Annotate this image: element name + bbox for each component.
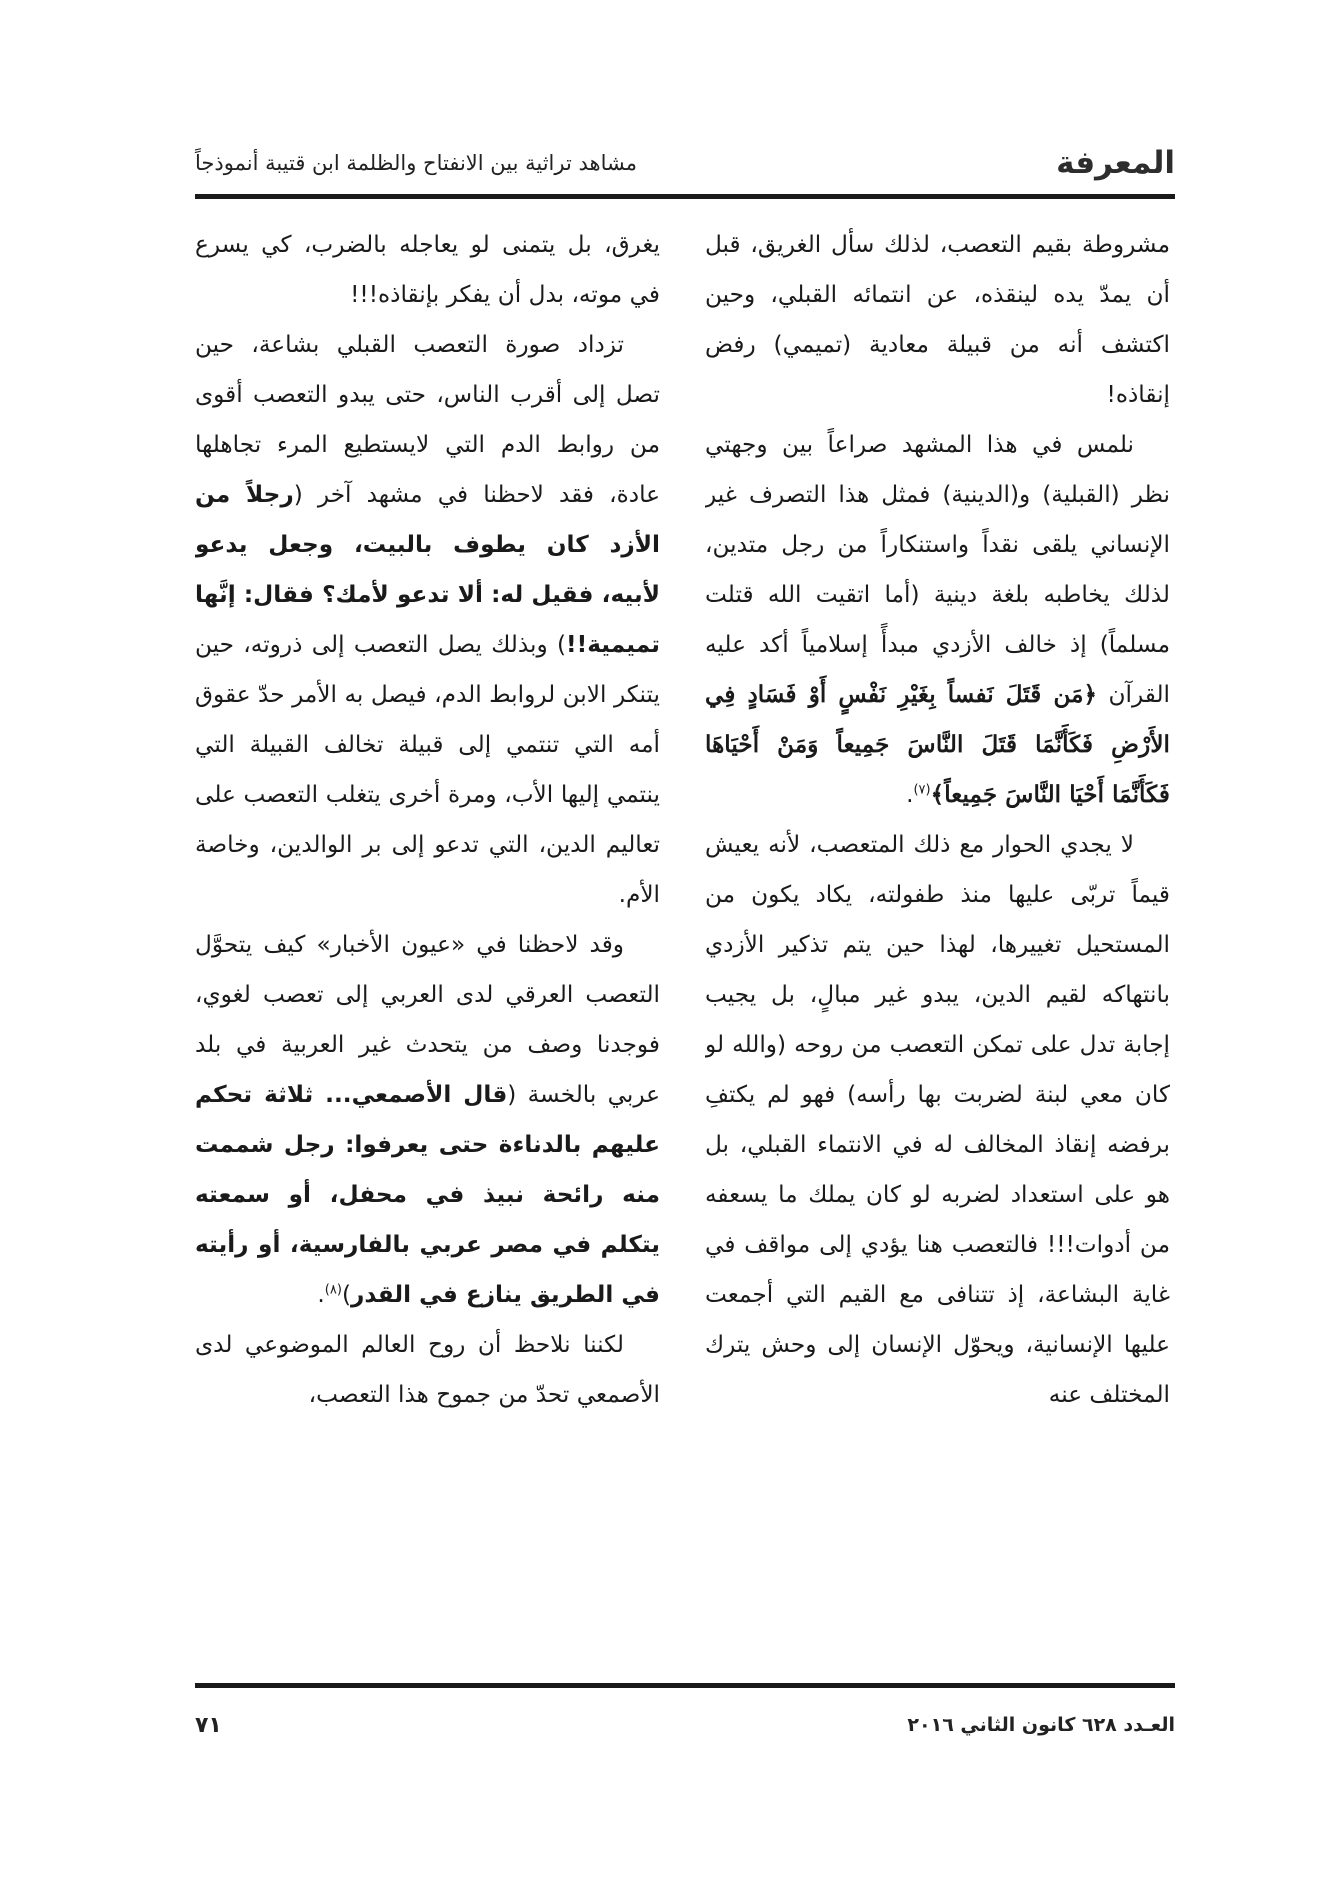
paragraph: يغرق، بل يتمنى لو يعاجله بالضرب، كي يسرع في موته، بدل أن يفكر بإنقاذه!!! bbox=[195, 231, 660, 308]
paragraph-text: ) bbox=[341, 1281, 351, 1308]
running-title: مشاهد تراثية بين الانفتاح والظلمة ابن قتيبة أنموذجاً bbox=[195, 151, 637, 175]
paragraph bbox=[195, 920, 660, 1320]
right-column bbox=[705, 220, 1170, 1660]
paragraph: لكننا نلاحظ أن روح العالم الموضوعي لدى الأصمعي تحدّ من جموح هذا التعصب، bbox=[195, 1331, 660, 1408]
page-number: ٧١ bbox=[195, 1712, 222, 1738]
page-footer bbox=[195, 1705, 1175, 1745]
bold-quote: رجلاً من الأزد كان يطوف بالبيت، وجعل يدعو لأبيه، فقيل له: ألا تدعو لأمك؟ فقال: إنَّها تميمية!! bbox=[195, 481, 660, 658]
footer-rule bbox=[195, 1683, 1175, 1688]
footnote-ref: (٧) bbox=[913, 782, 931, 798]
paragraph bbox=[195, 320, 660, 920]
paragraph-text: وقد لاحظنا في «عيون الأخبار» كيف يتحوَّل التعصب العرقي لدى العربي إلى تعصب لغوي، فوجدنا وصف من يتحدث غير العربية في بلد عربي بالخسة ( bbox=[195, 931, 660, 1108]
bold-quote: قال الأصمعي... ثلاثة تحكم عليهم بالدناءة حتى يعرفوا: رجل شممت منه رائحة نبيذ في محفل، أو سمعته يتكلم في مصر عربي بالفارسية، أو رأيته في الطريق ينازع في القدر bbox=[195, 1081, 660, 1308]
paragraph: مشروطة بقيم التعصب، لذلك سأل الغريق، قبل أن يمدّ يده لينقذه، عن انتمائه القبلي، وحين اكتشف أنه من قبيلة معادية (تميمي) رفض إنقاذه! bbox=[705, 231, 1170, 408]
magazine-logo: المعرفة bbox=[1056, 145, 1175, 181]
footnote-ref: (٨) bbox=[324, 1282, 342, 1298]
paragraph-text: . bbox=[906, 781, 914, 808]
quran-verse: ﴿مَن قَتَلَ نَفساً بِغَيْرِ نَفْسٍ أَوْ فَسَادٍ فِي الأَرْضِ فَكَأَنَّمَا قَتَلَ النَّاسَ جَمِيعاً وَمَنْ أَحْيَاهَا فَكَأَنَّمَا أَحْيَا النَّاسَ جَمِيعاً﴾ bbox=[705, 681, 1170, 808]
header-rule bbox=[195, 194, 1175, 199]
paragraph-text: نلمس في هذا المشهد صراعاً بين وجهتي نظر (القبلية) و(الدينية) فمثل هذا التصرف غير الإنساني يلقى نقداً واستنكاراً من رجل متدين، لذلك يخاطبه بلغة دينية (أما اتقيت الله قتلت مسلماً) إذ خالف الأزدي مبدأً إسلامياً أكد عليه القرآن bbox=[705, 431, 1170, 708]
paragraph-text: . bbox=[317, 1281, 325, 1308]
paragraph-text: ) وبذلك يصل التعصب إلى ذروته، حين يتنكر الابن لروابط الدم، فيصل به الأمر حدّ عقوق أمه التي تنتمي إلى قبيلة تخالف القبيلة التي ينتمي إليها الأب، ومرة أخرى يتغلب التعصب على تعاليم الدين، التي تدعو إلى بر الوالدين، وخاصة الأم. bbox=[195, 631, 660, 908]
issue-info: العـدد ٦٢٨ كانون الثاني ٢٠١٦ bbox=[907, 1714, 1175, 1736]
paragraph: لا يجدي الحوار مع ذلك المتعصب، لأنه يعيش قيماً تربّى عليها منذ طفولته، يكاد يكون من المستحيل تغييرها، لهذا حين يتم تذكير الأزدي بانتهاكه لقيم الدين، يبدو غير مبالٍ، بل يجيب إجابة تدل على تمكن التعصب من روحه (والله لو كان معي لبنة لضربت بها رأسه) فهو لم يكتفِ برفضه إنقاذ المخالف له في الانتماء القبلي، بل هو على استعداد لضربه لو كان يملك ما يسعفه من أدوات!!! فالتعصب هنا يؤدي إلى مواقف في غاية البشاعة، إذ تتنافى مع القيم التي أجمعت عليها الإنسانية، ويحوّل الإنسان إلى وحش يترك المختلف عنه bbox=[705, 831, 1170, 1408]
paragraph bbox=[705, 420, 1170, 820]
page-header bbox=[195, 140, 1175, 186]
left-column bbox=[195, 220, 660, 1660]
paragraph-text: تزداد صورة التعصب القبلي بشاعة، حين تصل إلى أقرب الناس، حتى يبدو التعصب أقوى من روابط الدم التي لايستطيع المرء تجاهلها عادة، فقد لاحظنا في مشهد آخر ( bbox=[195, 331, 660, 508]
